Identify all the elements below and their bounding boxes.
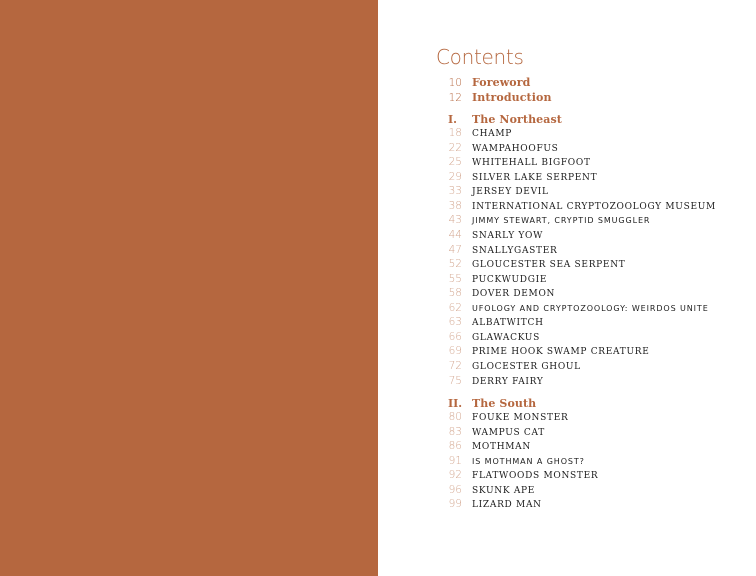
toc-front-matter-item[interactable] xyxy=(440,76,740,90)
page-number: 63 xyxy=(448,316,462,329)
toc-entry-label: PUCKWUDGIE xyxy=(472,274,548,285)
toc-entry-label: CHAMP xyxy=(472,129,513,140)
toc-entry-label: PRIME HOOK SWAMP CREATURE xyxy=(472,347,650,358)
page-number: 69 xyxy=(448,345,462,358)
toc-entry[interactable] xyxy=(440,375,740,389)
toc-entry-label: JERSEY DEVIL xyxy=(472,187,549,198)
page-number: 18 xyxy=(448,127,462,140)
toc-entry[interactable] xyxy=(440,331,740,345)
page-title: Contents xyxy=(436,45,524,69)
page-number: 29 xyxy=(448,170,462,183)
toc-heading-label: Introduction xyxy=(472,90,552,104)
page-number: 75 xyxy=(448,374,462,387)
toc-heading-label: Foreword xyxy=(472,76,531,89)
page-number: 55 xyxy=(448,272,462,285)
toc-entry[interactable] xyxy=(440,440,740,454)
toc-entry-label: LIZARD MAN xyxy=(472,500,542,511)
toc-entry-label: INTERNATIONAL CRYPTOZOOLOGY MUSEUM xyxy=(472,201,716,212)
toc-entry[interactable] xyxy=(440,200,740,214)
page-number: 86 xyxy=(448,440,462,453)
toc-front-matter-item[interactable] xyxy=(440,91,740,105)
toc-entry-label: WAMPAHOOFUS xyxy=(472,143,559,154)
page-number: 72 xyxy=(448,359,462,372)
toc-entry-label: IS MOTHMAN A GHOST? xyxy=(472,456,585,466)
page-number: 52 xyxy=(448,258,462,271)
toc-entry-label: SNARLY YOW xyxy=(472,231,544,241)
page-number: 99 xyxy=(448,498,462,511)
page-number: 80 xyxy=(448,411,462,424)
toc-entry-label: FLATWOODS MONSTER xyxy=(472,471,599,482)
page-number: 22 xyxy=(448,141,462,154)
toc-heading-label: The Northeast xyxy=(472,112,562,126)
toc-entry[interactable] xyxy=(440,484,740,498)
page-number: 44 xyxy=(448,229,462,241)
toc-entry[interactable] xyxy=(440,469,740,483)
toc-entry[interactable] xyxy=(440,316,740,330)
toc-entry-label: FOUKE MONSTER xyxy=(472,413,569,424)
page-number: II. xyxy=(448,396,463,410)
toc-entry[interactable] xyxy=(440,156,740,170)
page-number: 43 xyxy=(448,214,462,227)
page-number: I. xyxy=(448,112,457,126)
toc-entry-label: SILVER LAKE SERPENT xyxy=(472,172,598,183)
toc-section-heading[interactable] xyxy=(440,397,740,411)
page-number: 33 xyxy=(448,185,462,198)
toc-entry-label: WHITEHALL BIGFOOT xyxy=(472,158,591,169)
toc-entry-label: MOTHMAN xyxy=(472,442,531,453)
toc-entry[interactable] xyxy=(440,171,740,185)
toc-entry-label: GLAWACKUS xyxy=(472,332,540,343)
toc-entry-label: GLOCESTER GHOUL xyxy=(472,361,581,372)
toc-entry[interactable] xyxy=(440,302,740,316)
toc-entry-label: DOVER DEMON xyxy=(472,289,556,300)
page-number: 38 xyxy=(448,199,462,212)
toc-entry[interactable] xyxy=(440,273,740,287)
toc-entry[interactable] xyxy=(440,498,740,512)
toc-entry[interactable] xyxy=(440,455,740,469)
toc-entry-label: GLOUCESTER SEA SERPENT xyxy=(472,260,626,271)
page-number: 12 xyxy=(448,91,462,104)
toc-entry-label: WAMPUS CAT xyxy=(472,427,545,438)
page-number: 62 xyxy=(448,301,462,314)
toc-entry[interactable] xyxy=(440,360,740,374)
page-number: 47 xyxy=(448,243,462,256)
toc-entry-label: UFOLOGY AND CRYPTOZOOLOGY: WEIRDOS UNITE xyxy=(472,303,709,313)
toc-entry-label: JIMMY STEWART, CRYPTID SMUGGLER xyxy=(472,216,651,226)
page-number: 96 xyxy=(448,483,462,496)
toc-entry[interactable] xyxy=(440,426,740,440)
toc-entry[interactable] xyxy=(440,142,740,156)
toc-entry[interactable] xyxy=(440,214,740,228)
page-number: 66 xyxy=(448,330,462,343)
toc-entry[interactable] xyxy=(440,127,740,141)
toc-entry-label: DERRY FAIRY xyxy=(472,376,544,387)
toc-entry[interactable] xyxy=(440,258,740,272)
page-number: 91 xyxy=(448,454,462,467)
toc-entry[interactable] xyxy=(440,287,740,301)
toc-entry[interactable] xyxy=(440,185,740,199)
page-number: 58 xyxy=(448,287,462,300)
toc-entry[interactable] xyxy=(440,411,740,425)
toc-entry-label: ALBATWITCH xyxy=(472,318,544,329)
page-number: 25 xyxy=(448,156,462,169)
page-number: 83 xyxy=(448,425,462,438)
toc-entry-label: SNALLYGASTER xyxy=(472,245,558,256)
toc-entry[interactable] xyxy=(440,345,740,359)
page-number: 10 xyxy=(448,77,462,89)
toc-section-heading[interactable] xyxy=(440,113,740,127)
toc-entry[interactable] xyxy=(440,244,740,258)
toc-entry[interactable] xyxy=(440,229,740,243)
toc-entry-label: SKUNK APE xyxy=(472,485,536,496)
toc-heading-label: The South xyxy=(472,396,537,410)
page-number: 92 xyxy=(448,469,462,482)
